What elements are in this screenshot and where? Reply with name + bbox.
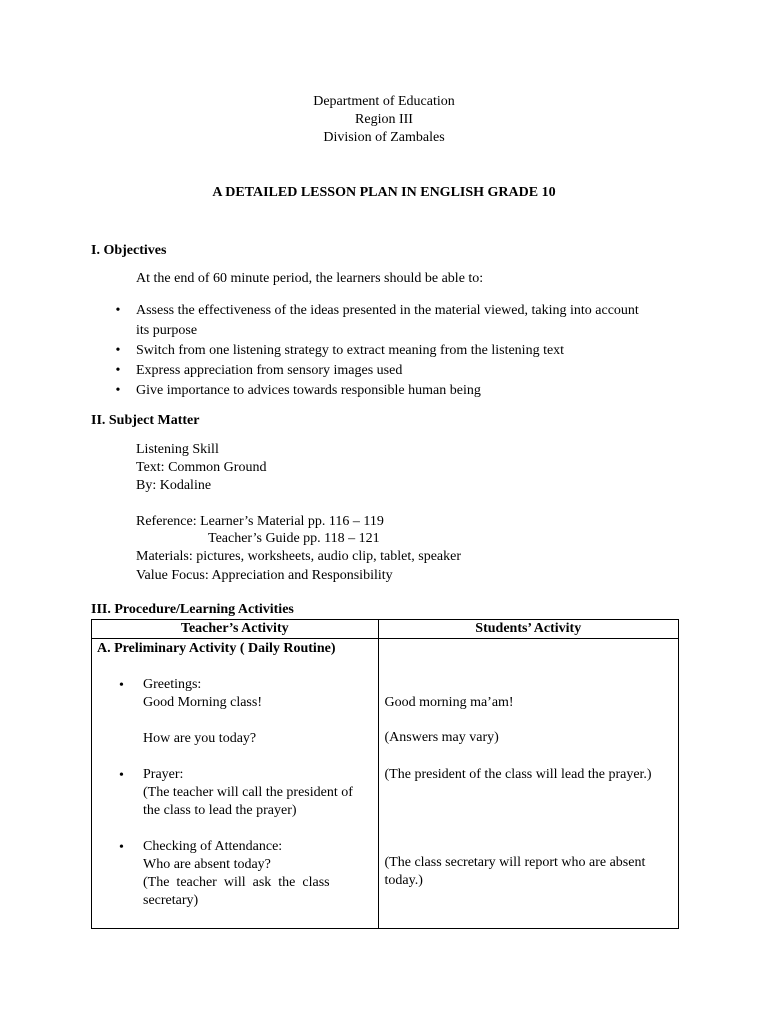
subject-skill: Listening Skill	[136, 442, 219, 457]
subject-text: Text: Common Ground	[136, 460, 267, 475]
list-item: • Assess the effectiveness of the ideas presented in the material viewed, taking into account	[112, 302, 692, 322]
bullet-icon: •	[115, 303, 121, 318]
table-header-row	[92, 620, 679, 639]
greetings-label: Greetings:	[143, 677, 202, 692]
teacher-activity-cell	[92, 639, 379, 929]
preliminary-activity-heading: A. Preliminary Activity ( Daily Routine)	[97, 641, 336, 656]
teacher-activity-header: Teacher’s Activity	[92, 620, 379, 639]
procedure-table	[91, 619, 679, 929]
table-row	[92, 639, 679, 929]
attendance-instruction-2: secretary)	[143, 893, 199, 908]
objectives-heading: I. Objectives	[91, 243, 167, 258]
dept-name: Department of Education	[313, 94, 455, 109]
list-item: • Switch from one listening strategy to extract meaning from the listening text	[112, 342, 692, 362]
prayer-instruction-2: the class to lead the prayer)	[143, 803, 297, 818]
list-item-continuation: its purpose	[136, 323, 198, 338]
greetings-student-text: Good morning ma’am!	[384, 695, 514, 710]
students-activity-cell	[378, 639, 678, 929]
subject-heading: II. Subject Matter	[91, 413, 200, 428]
reference-learners: Reference: Learner’s Material pp. 116 – 119	[136, 514, 384, 529]
attendance-student-text-2: today.)	[384, 873, 423, 888]
document-title: A DETAILED LESSON PLAN IN ENGLISH GRADE 10	[212, 185, 556, 200]
prayer-instruction-1: (The teacher will call the president of	[143, 785, 353, 800]
bullet-icon: •	[119, 768, 124, 783]
division-name: Division of Zambales	[323, 130, 445, 145]
bullet-icon: •	[119, 840, 124, 855]
attendance-question: Who are absent today?	[143, 857, 271, 872]
subject-author: By: Kodaline	[136, 478, 212, 493]
bullet-icon: •	[115, 343, 121, 358]
answers-vary-text: (Answers may vary)	[384, 730, 499, 745]
greetings-teacher-text: Good Morning class!	[143, 695, 262, 710]
subject-value-focus: Value Focus: Appreciation and Responsibility	[136, 568, 393, 583]
bullet-icon: •	[119, 678, 124, 693]
objectives-intro: At the end of 60 minute period, the learners should be able to:	[136, 271, 484, 286]
objectives-list	[112, 302, 692, 402]
bullet-icon: •	[115, 363, 121, 378]
attendance-label: Checking of Attendance:	[143, 839, 283, 854]
how-are-you-text: How are you today?	[143, 731, 257, 746]
list-item: • Express appreciation from sensory images used	[112, 362, 692, 382]
prayer-label: Prayer:	[143, 767, 184, 782]
bullet-icon: •	[115, 383, 121, 398]
region-name: Region III	[355, 112, 413, 127]
procedure-heading: III. Procedure/Learning Activities	[91, 602, 294, 617]
list-item: • Give importance to advices towards responsible human being	[112, 382, 692, 402]
attendance-student-text-1: (The class secretary will report who are absent	[384, 855, 646, 870]
attendance-instruction-1: (The teacher will ask the class	[143, 875, 330, 890]
students-activity-header: Students’ Activity	[378, 620, 678, 639]
reference-teachers: Teacher’s Guide pp. 118 – 121	[208, 531, 380, 546]
prayer-student-text: (The president of the class will lead the prayer.)	[384, 767, 652, 782]
subject-materials: Materials: pictures, worksheets, audio clip, tablet, speaker	[136, 549, 462, 564]
